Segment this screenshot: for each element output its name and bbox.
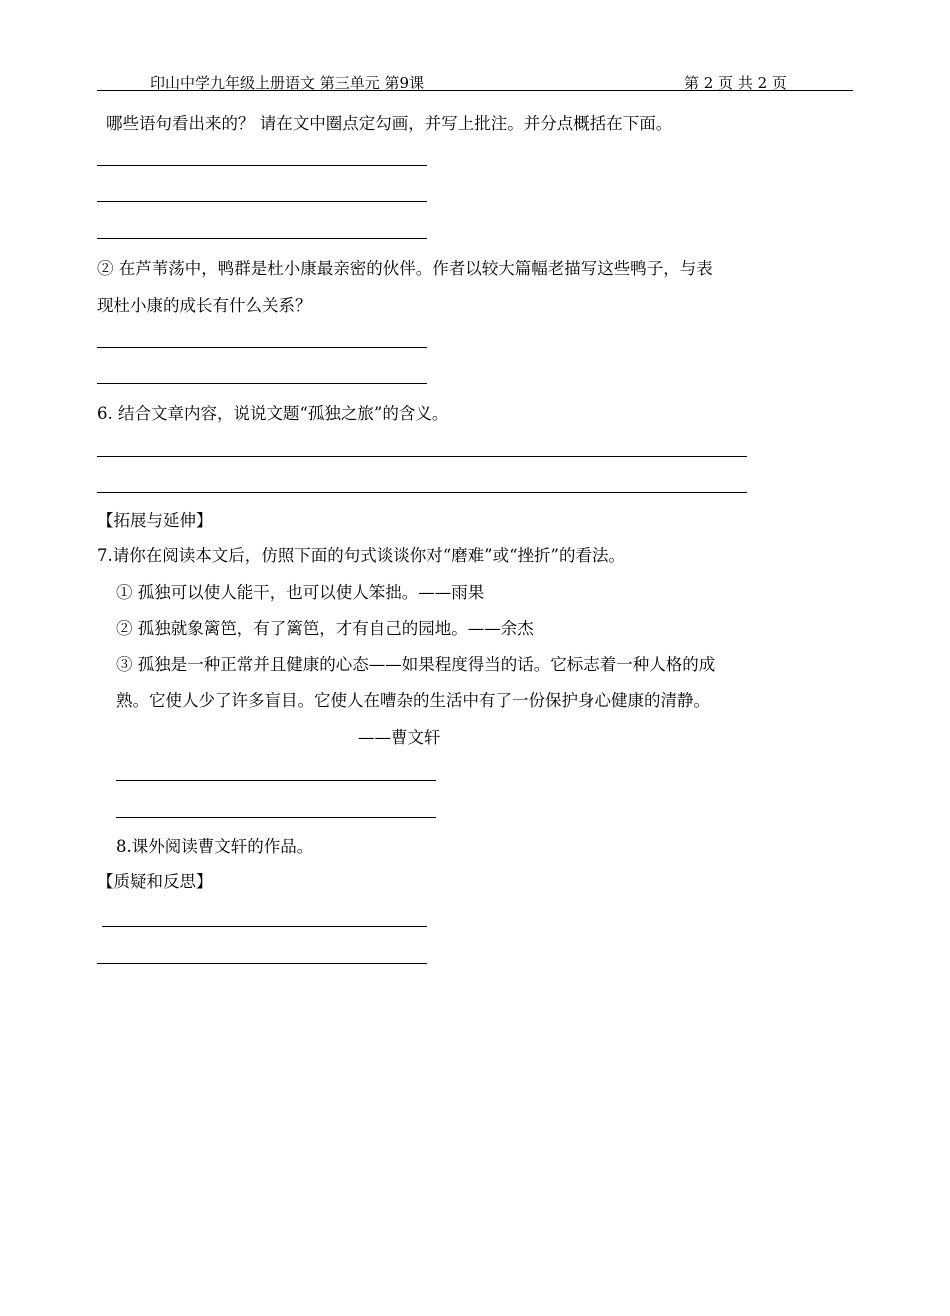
answer-line[interactable]: [97, 492, 747, 493]
q5-part2-line1: ② 在芦苇荡中，鸭群是杜小康最亲密的伙伴。作者以较大篇幅老描写这些鸭子，与表: [97, 259, 713, 278]
q7-prompt: 7.请你在阅读本文后，仿照下面的句式谈谈你对“磨难”或“挫折”的看法。: [97, 546, 625, 565]
q5-part2-line2: 现杜小康的成长有什么关系？: [97, 296, 312, 315]
header-rule: [97, 90, 853, 91]
answer-line[interactable]: [97, 201, 427, 202]
answer-line[interactable]: [97, 963, 427, 964]
answer-line[interactable]: [116, 780, 436, 781]
q5-part1-text: 哪些语句看出来的？ 请在文中圈点定勾画，并写上批注。并分点概括在下面。: [106, 114, 673, 133]
q8-text: 8.课外阅读曹文轩的作品。: [116, 837, 314, 856]
q7-quote-2: ② 孤独就象篱笆，有了篱笆，才有自己的园地。——余杰: [116, 619, 534, 638]
answer-line[interactable]: [97, 456, 747, 457]
q6-text: 6. 结合文章内容，说说文题“孤独之旅”的含义。: [97, 404, 449, 423]
header-page-info: 第 2 页 共 2 页: [684, 74, 787, 92]
answer-line[interactable]: [97, 165, 427, 166]
answer-line[interactable]: [97, 238, 427, 239]
answer-line[interactable]: [97, 383, 427, 384]
q7-quote-3-line2: 熟。它使人少了许多盲目。它使人在嘈杂的生活中有了一份保护身心健康的清静。: [116, 691, 710, 710]
q7-quote-1: ① 孤独可以使人能干，也可以使人笨拙。——雨果: [116, 583, 485, 602]
q7-quote-3-author: ——曹文轩: [358, 728, 441, 747]
q7-quote-3-line1: ③ 孤独是一种正常并且健康的心态——如果程度得当的话。它标志着一种人格的成: [116, 655, 716, 674]
section-heading-extend: 【拓展与延伸】: [97, 511, 213, 530]
header-title: 印山中学九年级上册语文 第三单元 第9课: [150, 74, 425, 92]
answer-line[interactable]: [102, 926, 427, 927]
answer-line[interactable]: [97, 347, 427, 348]
answer-line[interactable]: [116, 817, 436, 818]
section-heading-reflect: 【质疑和反思】: [97, 872, 213, 891]
